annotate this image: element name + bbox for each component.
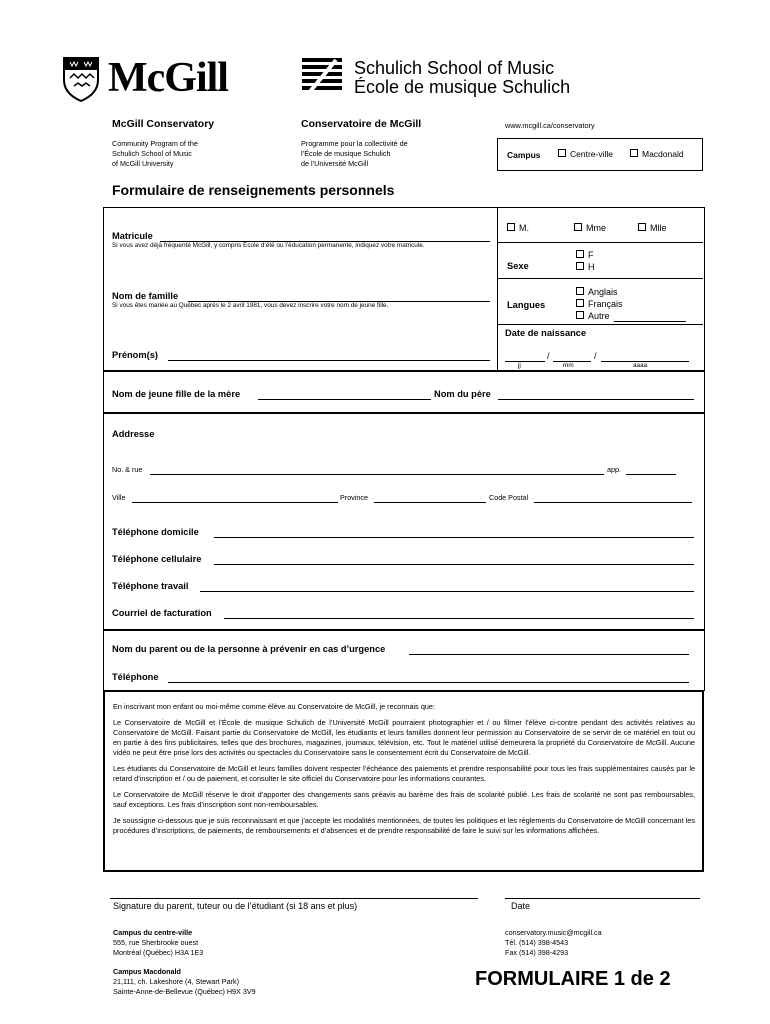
langue-option-autre[interactable]: Autre: [576, 311, 610, 321]
contact-fax: Fax (514) 398-4293: [505, 948, 569, 957]
terms-payment: Les étudiants du Conservatoire de McGill et leurs familles doivent respecter l’échéance des paiements et prendre responsabilité pour tous les frais supplémentaires causés par le retard d’inscription et / ou de paiement, et consulter le site officiel du Conservatoire pour les informations courantes.: [113, 764, 695, 783]
langue-option-anglais[interactable]: Anglais: [576, 287, 618, 297]
matricule-note: Si vous avez déjà fréquenté McGill, y compris École d’été ou l’éducation permanente, indiquez votre matricule.: [112, 242, 425, 249]
terms-box: [103, 690, 704, 872]
pere-label: Nom du père: [434, 389, 491, 399]
mcgill-crest-icon: [62, 56, 100, 102]
campus-option-macdonald[interactable]: Macdonald: [630, 149, 684, 159]
ville-label: Ville: [112, 493, 126, 502]
checkbox-icon: [576, 299, 584, 307]
dob-year-hint: aaaa: [633, 362, 648, 369]
footer-macdonald-campus: Campus Macdonald 21,111, ch. Lakeshore (4, Stewart Park) Sainte-Anne-de-Bellevue (Québec) H9X 3V9: [113, 967, 256, 996]
campus-label: Campus: [507, 150, 541, 160]
signature-line[interactable]: [110, 898, 478, 899]
mere-field[interactable]: [258, 398, 431, 400]
form-title: Formulaire de renseignements personnels: [112, 182, 395, 198]
pere-field[interactable]: [498, 398, 694, 400]
urgence-telephone-label: Téléphone: [112, 672, 159, 682]
schulich-logo: [302, 58, 582, 98]
dob-day-hint: jj: [518, 362, 521, 369]
campus-option-centre[interactable]: Centre-ville: [558, 149, 613, 159]
mcgill-logo: [62, 56, 252, 102]
province-label: Province: [340, 493, 368, 502]
dob-slash-1: /: [547, 351, 550, 361]
courriel-label: Courriel de facturation: [112, 608, 212, 618]
dob-month-hint: mm: [563, 362, 574, 369]
schulich-name-en: Schulich School of Music: [354, 58, 555, 78]
website-url: www.mcgill.ca/conservatory: [505, 121, 595, 130]
checkbox-icon: [630, 149, 638, 157]
schulich-mark-icon: [302, 58, 342, 96]
tel-cellulaire-label: Téléphone cellulaire: [112, 554, 202, 564]
urgence-label: Nom du parent ou de la personne à prévenir en cas d’urgence: [112, 644, 386, 654]
code-postal-label: Code Postal: [489, 493, 529, 502]
col1-title: McGill Conservatory: [112, 118, 215, 130]
checkbox-icon: [507, 223, 515, 231]
checkbox-icon: [576, 262, 584, 270]
identity-right-rule-2: [497, 278, 703, 279]
tel-travail-field[interactable]: [200, 590, 694, 592]
ville-field[interactable]: [132, 501, 338, 503]
footer-centre-campus: Campus du centre-ville 555, rue Sherbrooke ouest Montréal (Québec) H3A 1E3: [113, 928, 204, 957]
province-field[interactable]: [374, 501, 486, 503]
identity-right-rule-1: [497, 242, 703, 243]
prenom-field[interactable]: [168, 359, 490, 361]
title-option-mme[interactable]: Mme: [574, 223, 606, 233]
date-line[interactable]: [505, 898, 700, 899]
title-option-m[interactable]: M.: [507, 223, 529, 233]
adresse-label: Addresse: [112, 429, 155, 439]
terms-intro: En inscrivant mon enfant ou moi-même comme élève au Conservatoire de McGill, je reconnais que:: [113, 702, 436, 711]
dob-slash-2: /: [594, 351, 597, 361]
langue-option-francais[interactable]: Français: [576, 299, 623, 309]
checkbox-icon: [558, 149, 566, 157]
checkbox-icon: [638, 223, 646, 231]
title-option-mlle[interactable]: Mlle: [638, 223, 667, 233]
courriel-field[interactable]: [224, 617, 694, 619]
prenom-label: Prénom(s): [112, 350, 158, 360]
date-label: Date: [511, 901, 531, 911]
checkbox-icon: [576, 287, 584, 295]
nom-famille-label: Nom de famille: [112, 291, 179, 301]
urgence-field[interactable]: [409, 653, 689, 655]
col2-title: Conservatoire de McGill: [301, 118, 422, 130]
col2-text: Programme pour la collectivité de l’École de musique Schulich de l’Université McGill: [301, 139, 408, 168]
dob-day-field[interactable]: [505, 360, 545, 362]
contact-tel: Tél. (514) 398-4543: [505, 938, 569, 947]
campus-box: [497, 138, 703, 171]
signature-label: Signature du parent, tuteur ou de l’étudiant (si 18 ans et plus): [113, 901, 358, 911]
footer-contact: [505, 928, 602, 958]
no-rue-field[interactable]: [150, 473, 604, 475]
code-postal-field[interactable]: [534, 501, 692, 503]
form-number: FORMULAIRE 1 de 2: [475, 968, 671, 990]
checkbox-icon: [574, 223, 582, 231]
nom-famille-note: Si vous êtes mariée au Québec après le 2 avril 1981, vous devez inscrire votre nom de jeune fille.: [112, 302, 389, 309]
terms-fees: Le Conservatoire de McGill réserve le droit d’apporter des changements sans préavis au barème des frais de scolarité publié. Les frais de scolarité ne sont pas remboursables, sauf exceptions. Les frais d’inscription sont non-remboursables.: [113, 790, 695, 809]
langue-autre-field[interactable]: [614, 320, 686, 322]
col1-text: Community Program of the Schulich School of Music of McGill University: [112, 139, 198, 168]
sexe-option-h[interactable]: H: [576, 262, 595, 272]
no-rue-label: No. & rue: [112, 465, 143, 474]
checkbox-icon: [576, 311, 584, 319]
urgence-telephone-field[interactable]: [168, 681, 689, 683]
mere-label: Nom de jeune fille de la mère: [112, 389, 241, 399]
sexe-option-f[interactable]: F: [576, 250, 594, 260]
tel-domicile-field[interactable]: [214, 536, 694, 538]
tel-cellulaire-field[interactable]: [214, 563, 694, 565]
matricule-label: Matricule: [112, 231, 153, 241]
identity-divider: [497, 207, 498, 370]
tel-domicile-label: Téléphone domicile: [112, 527, 199, 537]
terms-agreement: Je soussigne ci-dessous que je suis reconnaissant et que j’accepte les modalités mentionnées, de toutes les politiques et les règlements du Conservatoire de McGill concernant les procédures d’inscriptions, de paiements, de remboursements et d’absences et de prendre responsabilité de faire le suivi sur les informations affichées.: [113, 816, 695, 835]
mcgill-wordmark: McGill: [108, 55, 228, 101]
section-address: [103, 412, 705, 631]
contact-email[interactable]: conservatory.music@mcgill.ca: [505, 928, 602, 937]
schulich-name-fr: École de musique Schulich: [354, 77, 571, 97]
app-field[interactable]: [626, 473, 676, 475]
dob-label: Date de naissance: [505, 328, 587, 338]
checkbox-icon: [576, 250, 584, 258]
identity-right-rule-3: [497, 324, 703, 325]
sexe-label: Sexe: [507, 261, 529, 271]
terms-photo: Le Conservatoire de McGill et l’École de musique Schulich de l’Université McGill pourraient photographier et / ou filmer l’élève ci-contre pendant des activités relatives au Conservatoire de McGill. Faisant partie du Conservatoire de McGill, les étudiants et leurs familles donnent leur permission au Conservatoire de se servir de ce matériel en tout ou en partie à des fins publicitaires, telles que des brochures, magazines, journaux, télévision, etc. Tout le matériel utilisé demeurera la propriété du Conservatoire de McGill. Aucune vidéo ne peut être prise lors des activités ou spectacles du Conservatoire sans le consentement écrit du Conservatoire de McGill.: [113, 718, 695, 757]
app-label: app.: [607, 465, 621, 474]
tel-travail-label: Téléphone travail: [112, 581, 189, 591]
langues-label: Langues: [507, 300, 546, 310]
